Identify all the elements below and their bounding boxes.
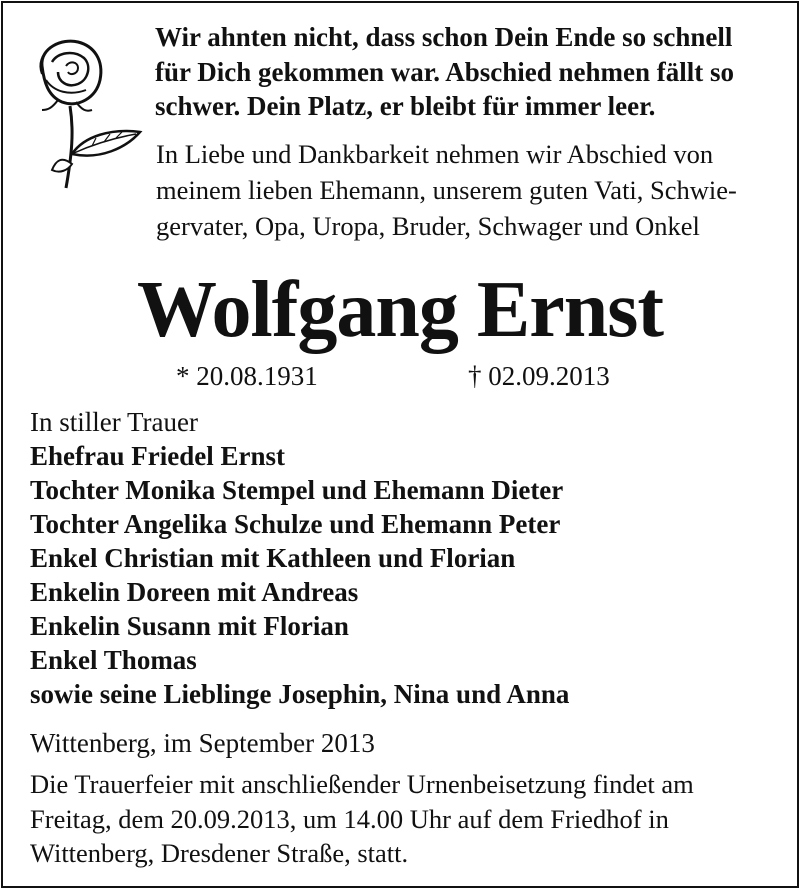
death-date: † 02.09.2013 bbox=[468, 361, 610, 391]
poem-line: für Dich gekommen war. Abschied nehmen fällt so bbox=[155, 56, 735, 87]
intro-line: In Liebe und Dankbarkeit nehmen wir Abschied von bbox=[156, 139, 714, 169]
deceased-name: Wolfgang Ernst bbox=[136, 266, 664, 354]
mourner-name: Ehefrau Friedel Ernst bbox=[30, 441, 285, 471]
funeral-notice bbox=[30, 767, 790, 871]
poem bbox=[155, 20, 785, 124]
birth-date: * 20.08.1931 bbox=[176, 361, 318, 391]
rose-icon bbox=[22, 36, 152, 196]
funeral-line: Wittenberg, Dresdener Straße, statt. bbox=[30, 838, 409, 868]
intro-line: gervater, Opa, Uropa, Bruder, Schwager und Onkel bbox=[156, 211, 700, 241]
intro-text bbox=[156, 136, 786, 244]
mourner-name: Enkel Thomas bbox=[30, 645, 197, 675]
funeral-line: Freitag, dem 20.09.2013, um 14.00 Uhr auf dem Friedhof in bbox=[30, 803, 669, 834]
place-date: Wittenberg, im September 2013 bbox=[30, 728, 375, 758]
mourner-name: Enkelin Doreen mit Andreas bbox=[30, 577, 359, 607]
mourner-name: Enkel Christian mit Kathleen und Florian bbox=[30, 543, 516, 573]
mourners-list bbox=[30, 405, 790, 711]
poem-line: schwer. Dein Platz, er bleibt für immer leer. bbox=[155, 91, 656, 121]
intro-line: meinem lieben Ehemann, unserem guten Vati, Schwie- bbox=[156, 175, 737, 205]
mourner-name: sowie seine Lieblinge Josephin, Nina und Anna bbox=[30, 679, 570, 709]
mourner-name: Tochter Monika Stempel und Ehemann Dieter bbox=[30, 475, 564, 505]
mourners-heading: In stiller Trauer bbox=[30, 407, 198, 437]
funeral-line: Die Trauerfeier mit anschließender Urnenbeisetzung findet am bbox=[30, 769, 694, 799]
poem-line: Wir ahnten nicht, dass schon Dein Ende so schnell bbox=[155, 22, 733, 52]
mourner-name: Enkelin Susann mit Florian bbox=[30, 611, 349, 641]
mourner-name: Tochter Angelika Schulze und Ehemann Peter bbox=[30, 509, 561, 539]
